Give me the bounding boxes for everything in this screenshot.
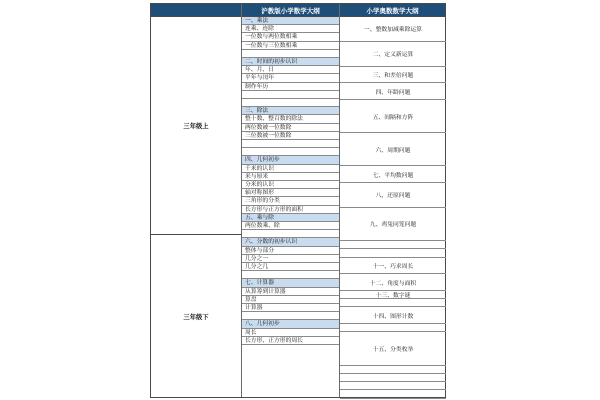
- olympiad-topic: 十三、数字谜: [340, 291, 446, 299]
- topic-item: 轴对称图形: [241, 189, 339, 197]
- topic-item: [241, 271, 339, 279]
- topic-item: 两位数被一位数除: [241, 124, 339, 132]
- column-divider: [241, 4, 242, 397]
- olympiad-topic: 十五、分类枚举: [340, 332, 446, 365]
- topic-item: 米与厘米: [241, 173, 339, 181]
- topic-item: [241, 91, 339, 99]
- topic-item: 几分之几: [241, 263, 339, 271]
- section-heading: 二、时间的初步认识: [241, 58, 339, 66]
- topic-item: 连乘、连除: [241, 25, 339, 33]
- topic-item: 制作年历: [241, 83, 339, 91]
- topic-item: 算盘: [241, 296, 339, 304]
- olympiad-topic: [340, 241, 446, 249]
- olympiad-topic: [340, 391, 446, 399]
- section-heading: 七、计算器: [241, 279, 339, 287]
- grade-label-upper: 三年级上: [151, 17, 241, 235]
- topic-item: 年、月、日: [241, 66, 339, 74]
- topic-item: 分米的认识: [241, 181, 339, 189]
- olympiad-topic: [340, 374, 446, 382]
- topic-item: 三位数被一位数除: [241, 132, 339, 140]
- olympiad-topic: 十四、图形计数: [340, 308, 446, 325]
- olympiad-topic: 十二、角度与面积: [340, 274, 446, 291]
- section-heading: 三、除法: [241, 107, 339, 115]
- olympiad-topic: 四、年龄问题: [340, 83, 446, 100]
- olympiad-topic: 九、鸡兔同笼问题: [340, 208, 446, 241]
- olympiad-topic: 三、和差倍问题: [340, 67, 446, 84]
- section-heading: 八、几何初步: [241, 320, 339, 328]
- olympiad-topic: 十一、巧求周长: [340, 258, 446, 275]
- topic-item: 整体与部分: [241, 247, 339, 255]
- topic-item: 两位数乘、除: [241, 222, 339, 230]
- header-left: 沪教版小学数学大纲: [241, 4, 340, 17]
- olympiad-topic: 七、平均数问题: [340, 166, 446, 183]
- section-heading: 四、几何初步: [241, 156, 339, 164]
- topic-item: 长方形、正方形的周长: [241, 337, 339, 345]
- topic-item: [241, 148, 339, 156]
- section-heading: 五、乘与除: [241, 214, 339, 222]
- topic-item: 周长: [241, 329, 339, 337]
- olympiad-topic: 一、整数加减乘除运算: [340, 17, 446, 42]
- topic-item: [241, 230, 339, 238]
- olympiad-topic: 二、定义新运算: [340, 42, 446, 67]
- topic-item: 一位数与两位数相乘: [241, 33, 339, 41]
- topic-item: [241, 140, 339, 148]
- section-heading: 一、乘法: [241, 17, 339, 25]
- olympiad-topic: 六、周期问题: [340, 133, 446, 166]
- topic-item: 计算器: [241, 304, 339, 312]
- olympiad-topic: 五、间隔和方阵: [340, 100, 446, 133]
- olympiad-topic: [340, 382, 446, 390]
- header-empty-cell: [151, 4, 241, 17]
- section-heading: 六、分数的初步认识: [241, 238, 339, 246]
- topic-item: 三角形的分类: [241, 197, 339, 205]
- topic-item: [241, 99, 339, 107]
- header-right: 小学奥数数学大纲: [340, 4, 445, 17]
- topic-item: [241, 50, 339, 58]
- column-divider: [339, 4, 340, 397]
- topic-item: 千米的认识: [241, 165, 339, 173]
- topic-item: 平年与闰年: [241, 74, 339, 82]
- olympiad-topic: [340, 324, 446, 332]
- olympiad-topic: 八、还原问题: [340, 183, 446, 208]
- curriculum-table: [150, 3, 446, 398]
- grade-label-lower: 三年级下: [183, 313, 209, 321]
- olympiad-topic: [340, 299, 446, 307]
- topic-item: 整十数、整百数的除法: [241, 115, 339, 123]
- topic-item: 一位数与三位数相乘: [241, 42, 339, 50]
- olympiad-topic: [340, 249, 446, 257]
- olympiad-topic: [340, 366, 446, 374]
- topic-item: 几分之一: [241, 255, 339, 263]
- topic-item: [241, 312, 339, 320]
- topic-item: 长方形与正方形的面积: [241, 206, 339, 214]
- topic-item: 从算筹到计算器: [241, 288, 339, 296]
